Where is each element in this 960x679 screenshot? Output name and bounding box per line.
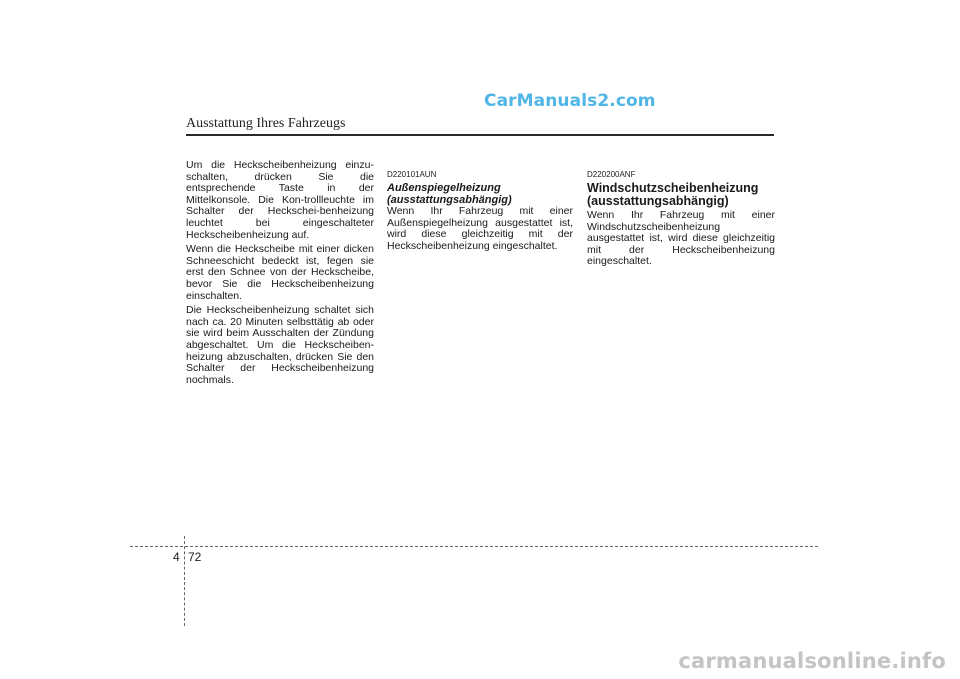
section-body: Wenn Ihr Fahrzeug mit einer Außenspiegelheizung ausgestattet ist, wird diese gleichzeitig mit der Heckscheibenheizung eingeschaltet.	[387, 205, 573, 252]
paragraph-snow: Wenn die Heckscheibe mit einer dicken Schneeschicht bedeckt ist, fegen sie erst den Schnee von der Heckscheibe, bevor Sie die Heckscheibenheizung einschalten.	[186, 243, 374, 302]
section-code: D220200ANF	[587, 170, 636, 179]
column-rear-window-heating	[186, 160, 374, 389]
footer-vertical-rule	[184, 536, 185, 626]
paragraph-switch-on: Um die Heckscheibenheizung einzu-schalten, drücken Sie die entsprechende Taste in der Mittelkonsole. Die Kon-trollleuchte im Schalter der Heckschei-benheizung leuchtet bei eingeschalteter Heckscheibenheizung auf.	[186, 159, 374, 241]
column-windshield-heating	[587, 170, 775, 271]
section-heading: Außenspiegelheizung	[387, 182, 501, 194]
watermark-carmanualsonline: carmanualsonline.info	[678, 649, 946, 673]
paragraph-auto-off: Die Heckscheibenheizung schaltet sich nach ca. 20 Minuten selbsttätig ab oder sie wird beim Ausschalten der Zündung abgeschaltet. Um die Heckscheiben-heizung abzuschalten, drücken Sie den Schalter der Heckscheibenheizung nochmals.	[186, 304, 374, 386]
section-code: D220101AUN	[387, 170, 437, 179]
footer-rule	[130, 546, 818, 547]
section-heading	[587, 182, 775, 208]
section-body: Wenn Ihr Fahrzeug mit einer Windschutzscheibenheizung ausgestattet ist, wird diese gleichzeitig mit der Heckscheibenheizung eingeschaltet.	[587, 209, 775, 268]
page-number: 72	[188, 550, 202, 564]
section-heading-note: (ausstattungsabhängig)	[387, 194, 512, 206]
column-mirror-heating	[387, 170, 573, 255]
chapter-number: 4	[173, 550, 180, 564]
header-rule	[186, 134, 774, 136]
section-header-title: Ausstattung Ihres Fahrzeugs	[186, 116, 346, 131]
watermark-carmanuals2: CarManuals2.com	[484, 91, 656, 111]
section-heading-line2: (ausstattungsabhängig)	[587, 194, 729, 208]
section-heading-line1: Windschutzscheibenheizung	[587, 181, 759, 195]
